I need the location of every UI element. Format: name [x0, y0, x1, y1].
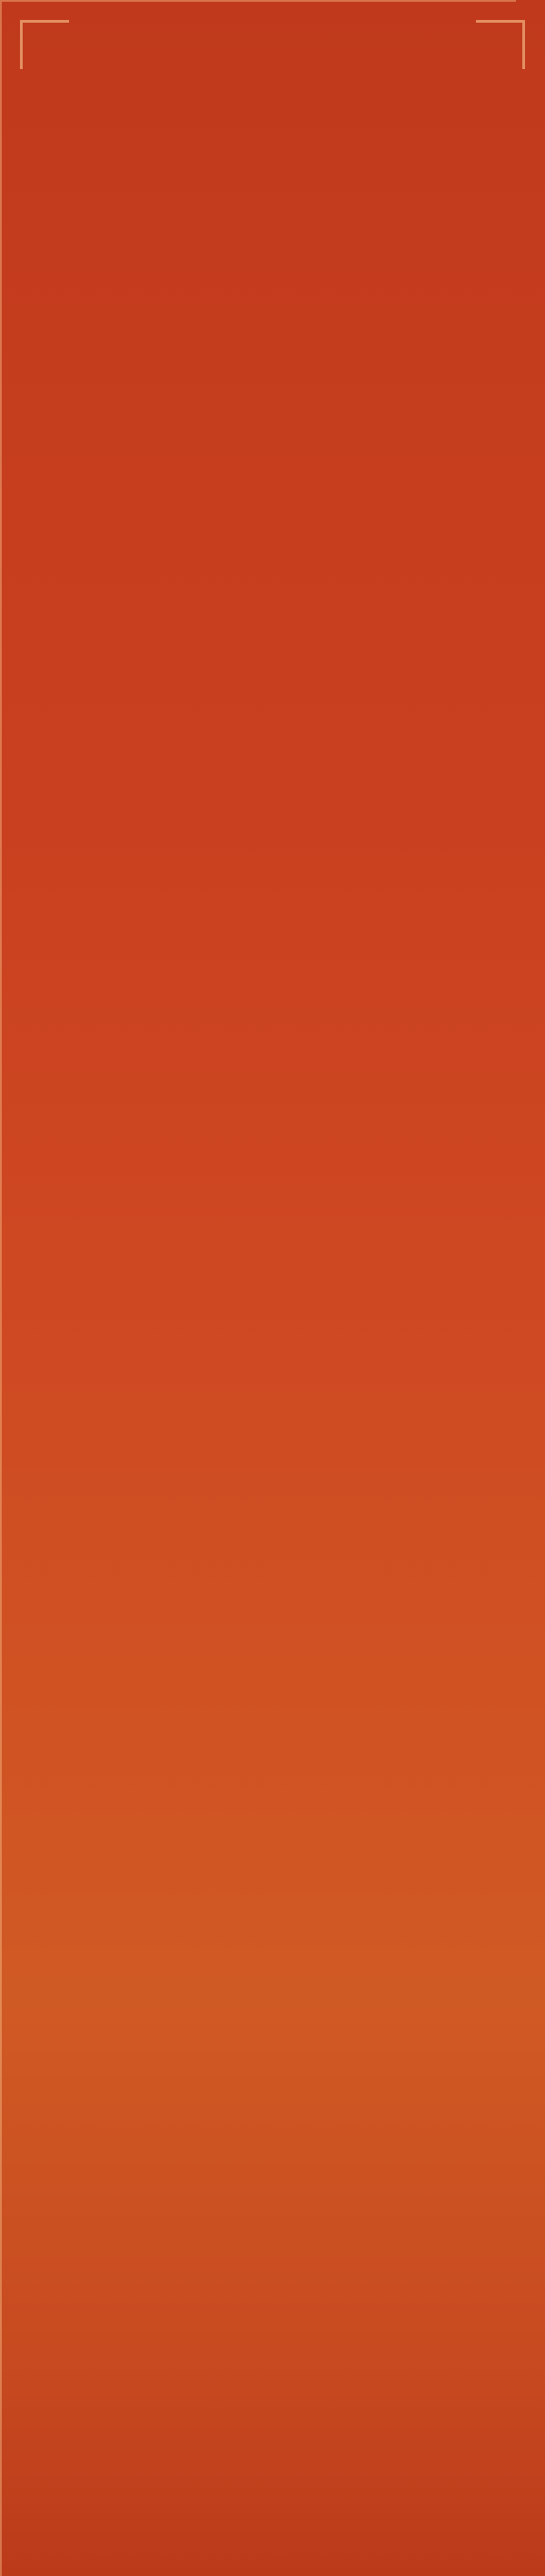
frame-line-top	[0, 0, 516, 2]
frame-line-right	[0, 2546, 2, 2576]
corner-ornament-icon	[476, 20, 525, 69]
frame-line-left	[0, 2, 2, 2546]
corner-ornament-icon	[20, 20, 69, 69]
